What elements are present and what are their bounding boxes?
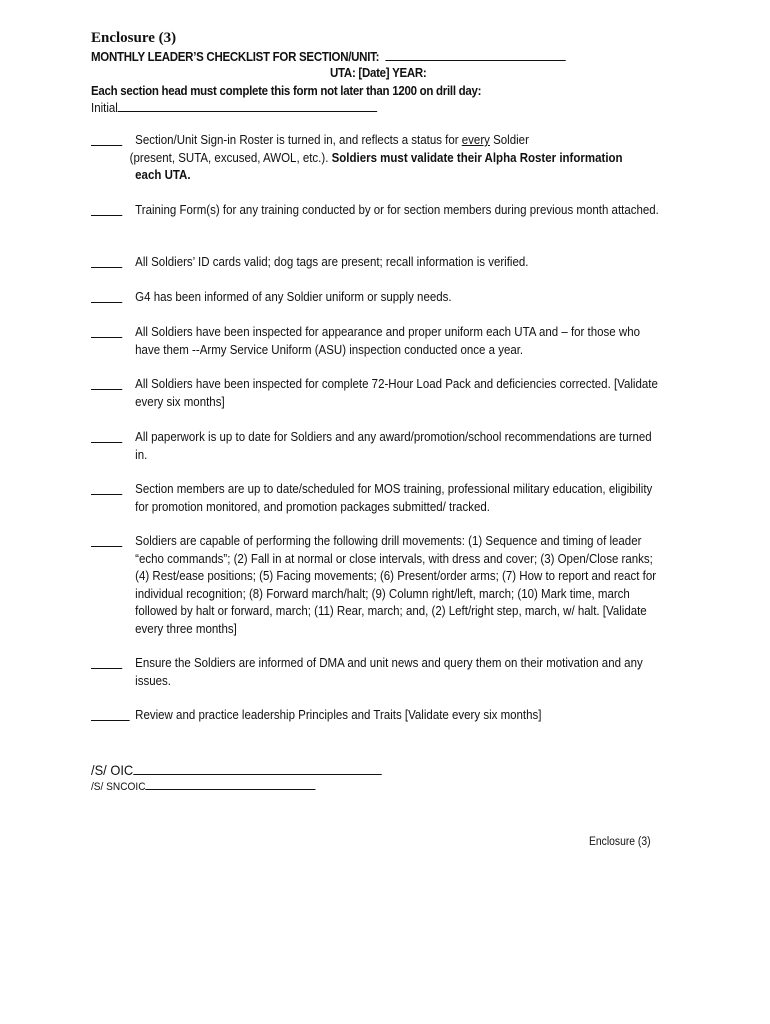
item-text: Section/Unit Sign-in Roster is turned in, and reflects a status for every Soldier (present, SUTA, excused, AWOL, etc.). Soldiers must validate their Alpha Roster information each UTA. (129, 133, 623, 182)
initial-line (91, 99, 377, 115)
item-initial-blank[interactable] (91, 324, 122, 338)
oic-signature-blank[interactable] (133, 760, 381, 775)
sncoic-label: /S/ SNCOIC (91, 781, 146, 793)
heading-text: MONTHLY LEADER’S CHECKLIST FOR SECTION/UNIT: (91, 50, 380, 64)
item-initial-blank[interactable] (91, 481, 122, 495)
item-initial-blank[interactable] (91, 132, 122, 146)
sncoic-signature-line (91, 778, 316, 793)
item-text: All Soldiers have been inspected for complete 72-Hour Load Pack and deficiencies corrected. [Validate every six months] (135, 377, 658, 409)
item-initial-blank[interactable] (91, 429, 122, 443)
item-initial-blank[interactable] (91, 289, 122, 303)
item-initial-blank[interactable] (91, 202, 122, 216)
item-initial-blank[interactable] (91, 254, 122, 268)
initial-blank[interactable] (118, 99, 377, 112)
footer-enclosure: Enclosure (3) (589, 836, 651, 848)
deadline-instruction: Each section head must complete this form not later than 1200 on drill day: (91, 84, 482, 98)
item-text: G4 has been informed of any Soldier uniform or supply needs. (135, 290, 452, 304)
uta-date-line: UTA: [Date] YEAR: (330, 66, 427, 80)
item-text: All Soldiers’ ID cards valid; dog tags are present; recall information is verified. (135, 255, 529, 269)
item-initial-blank[interactable] (91, 655, 122, 669)
item-text: Soldiers are capable of performing the following drill movements: (1) Sequence and timing of leader “echo commands”; (2) Fall in at normal or close intervals, with dress and cover; (3) Open/Close ranks; (4) Rest/ease positions; (5) Facing movements; (6) Present/order arms; (7) How to report and react for individual recognition; (8) Forward march/halt; (9) Column right/left, march; (10) Mark time, march followed by halt or forward, march; (11) Rear, march; and, (2) Left/right step, march, w/ halt. [Validate every three months] (135, 534, 657, 636)
item-initial-blank[interactable] (91, 376, 122, 390)
item-initial-blank[interactable] (91, 533, 122, 547)
item-text: Ensure the Soldiers are informed of DMA and unit news and query them on their motivation and any issues. (135, 656, 643, 688)
item-initial-blank[interactable] (91, 707, 130, 721)
section-unit-blank[interactable] (386, 48, 566, 61)
item-text: Review and practice leadership Principles and Traits [Validate every six months] (135, 708, 542, 722)
item-text: Section members are up to date/scheduled for MOS training, professional military education, eligibility for promotion monitored, and promotion packages submitted/ tracked. (135, 482, 653, 514)
item-text: All paperwork is up to date for Soldiers and any award/promotion/school recommendations are turned in. (135, 430, 652, 462)
oic-label: /S/ OIC (91, 762, 134, 778)
item-text: Training Form(s) for any training conducted by or for section members during previous month attached. (135, 203, 659, 217)
initial-label: Initial (91, 101, 118, 115)
oic-signature-line (91, 760, 382, 778)
enclosure-title: Enclosure (3) (91, 30, 177, 46)
sncoic-signature-blank[interactable] (146, 778, 316, 790)
item-text: All Soldiers have been inspected for appearance and proper uniform each UTA and – for those who have them --Army Service Uniform (ASU) inspection conducted once a year. (135, 325, 640, 357)
checklist-heading (91, 48, 566, 64)
